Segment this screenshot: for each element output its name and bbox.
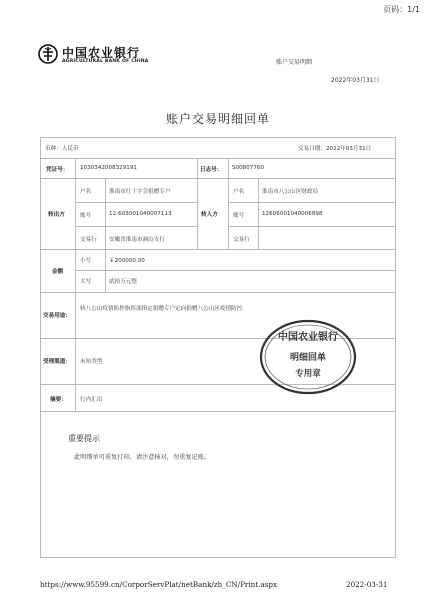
divider xyxy=(75,158,76,411)
voucher-no: 1030342008329191 xyxy=(80,165,137,171)
divider xyxy=(105,178,106,292)
notice-title: 重要提示 xyxy=(68,434,100,443)
payer-name: 淮南市红十字会捐赠专户 xyxy=(109,189,171,195)
divider xyxy=(40,249,396,250)
payee-acct: 12606001040006898 xyxy=(262,211,323,217)
bank-name-cn: 中国农业银行 xyxy=(62,46,141,60)
amount-small: ￥200000.00 xyxy=(109,258,145,264)
payee-section: 转入方 xyxy=(201,212,218,218)
stamp-line2: 明细回单 xyxy=(289,353,327,363)
amount-big: 贰拾万元整 xyxy=(109,279,137,285)
log-label: 日志号： xyxy=(200,167,223,173)
payer-name-label: 户名 xyxy=(80,189,92,195)
divider xyxy=(40,292,396,293)
amount-section: 金额 xyxy=(52,269,64,275)
divider xyxy=(40,178,396,179)
divider xyxy=(197,158,198,249)
log-no: S00807760 xyxy=(232,165,265,171)
divider xyxy=(228,226,396,227)
notice-text: 此明细单可重复打印，请注意核对，勿重复记账。 xyxy=(74,454,211,461)
divider xyxy=(75,226,197,227)
payee-name: 淮南市八公山区财政局 xyxy=(262,189,318,195)
summary-label: 摘要： xyxy=(50,397,67,403)
stamp-line1: 中国农业银行 xyxy=(278,332,338,343)
payer-section: 转出方 xyxy=(48,212,65,218)
footer-url: https://www.95599.cn/CorporServPlat/netBank/zh_CN/Print.aspx xyxy=(40,580,278,589)
purpose-label: 交易用途： xyxy=(43,313,71,319)
divider xyxy=(75,270,396,271)
payer-bank: 安徽省淮南市洞山支行 xyxy=(109,237,165,243)
footer-date: 2022-03-31 xyxy=(346,580,388,589)
payee-acct-label: 账号 xyxy=(233,213,245,219)
summary-value: 行内汇出 xyxy=(80,397,103,403)
divider xyxy=(75,202,197,203)
trade-date: 交易日期：2022年03月31日 xyxy=(298,146,372,152)
purpose-text: 转八公山疫情防控指挥部指定捐赠专户定向捐赠八公山区疫情防控. xyxy=(80,306,244,312)
bank-name-en: AGRICULTURAL BANK OF CHINA xyxy=(62,59,149,64)
channel-label: 受理渠道： xyxy=(43,359,71,365)
voucher-label: 凭证号： xyxy=(46,167,69,173)
divider xyxy=(228,202,396,203)
divider xyxy=(228,158,229,249)
header-date: 2022年03月31日 xyxy=(331,77,380,84)
payee-name-label: 户名 xyxy=(233,189,245,195)
divider xyxy=(258,178,259,249)
bank-logo xyxy=(38,44,178,70)
payer-acct-label: 账号 xyxy=(80,213,92,219)
divider xyxy=(40,158,396,159)
payer-bank-label: 交易行 xyxy=(80,237,97,243)
payer-acct: 12-603001040007113 xyxy=(109,211,172,217)
channel-value: 未知类型 xyxy=(80,359,103,365)
amount-big-label: 大写 xyxy=(80,279,92,285)
abc-logo-icon xyxy=(38,44,58,64)
currency: 币种：人民币 xyxy=(45,146,79,152)
page-number: 页码：1/1 xyxy=(383,5,420,14)
receipt-title: 账户交易明细回单 xyxy=(165,112,270,126)
stamp-line3: 专用章 xyxy=(295,369,321,379)
bank-seal-stamp xyxy=(258,318,358,396)
amount-small-label: 小写 xyxy=(80,258,92,264)
payee-bank-label: 交易行 xyxy=(233,237,250,243)
divider xyxy=(40,411,396,412)
header-label: 账户交易明细 xyxy=(276,59,313,66)
